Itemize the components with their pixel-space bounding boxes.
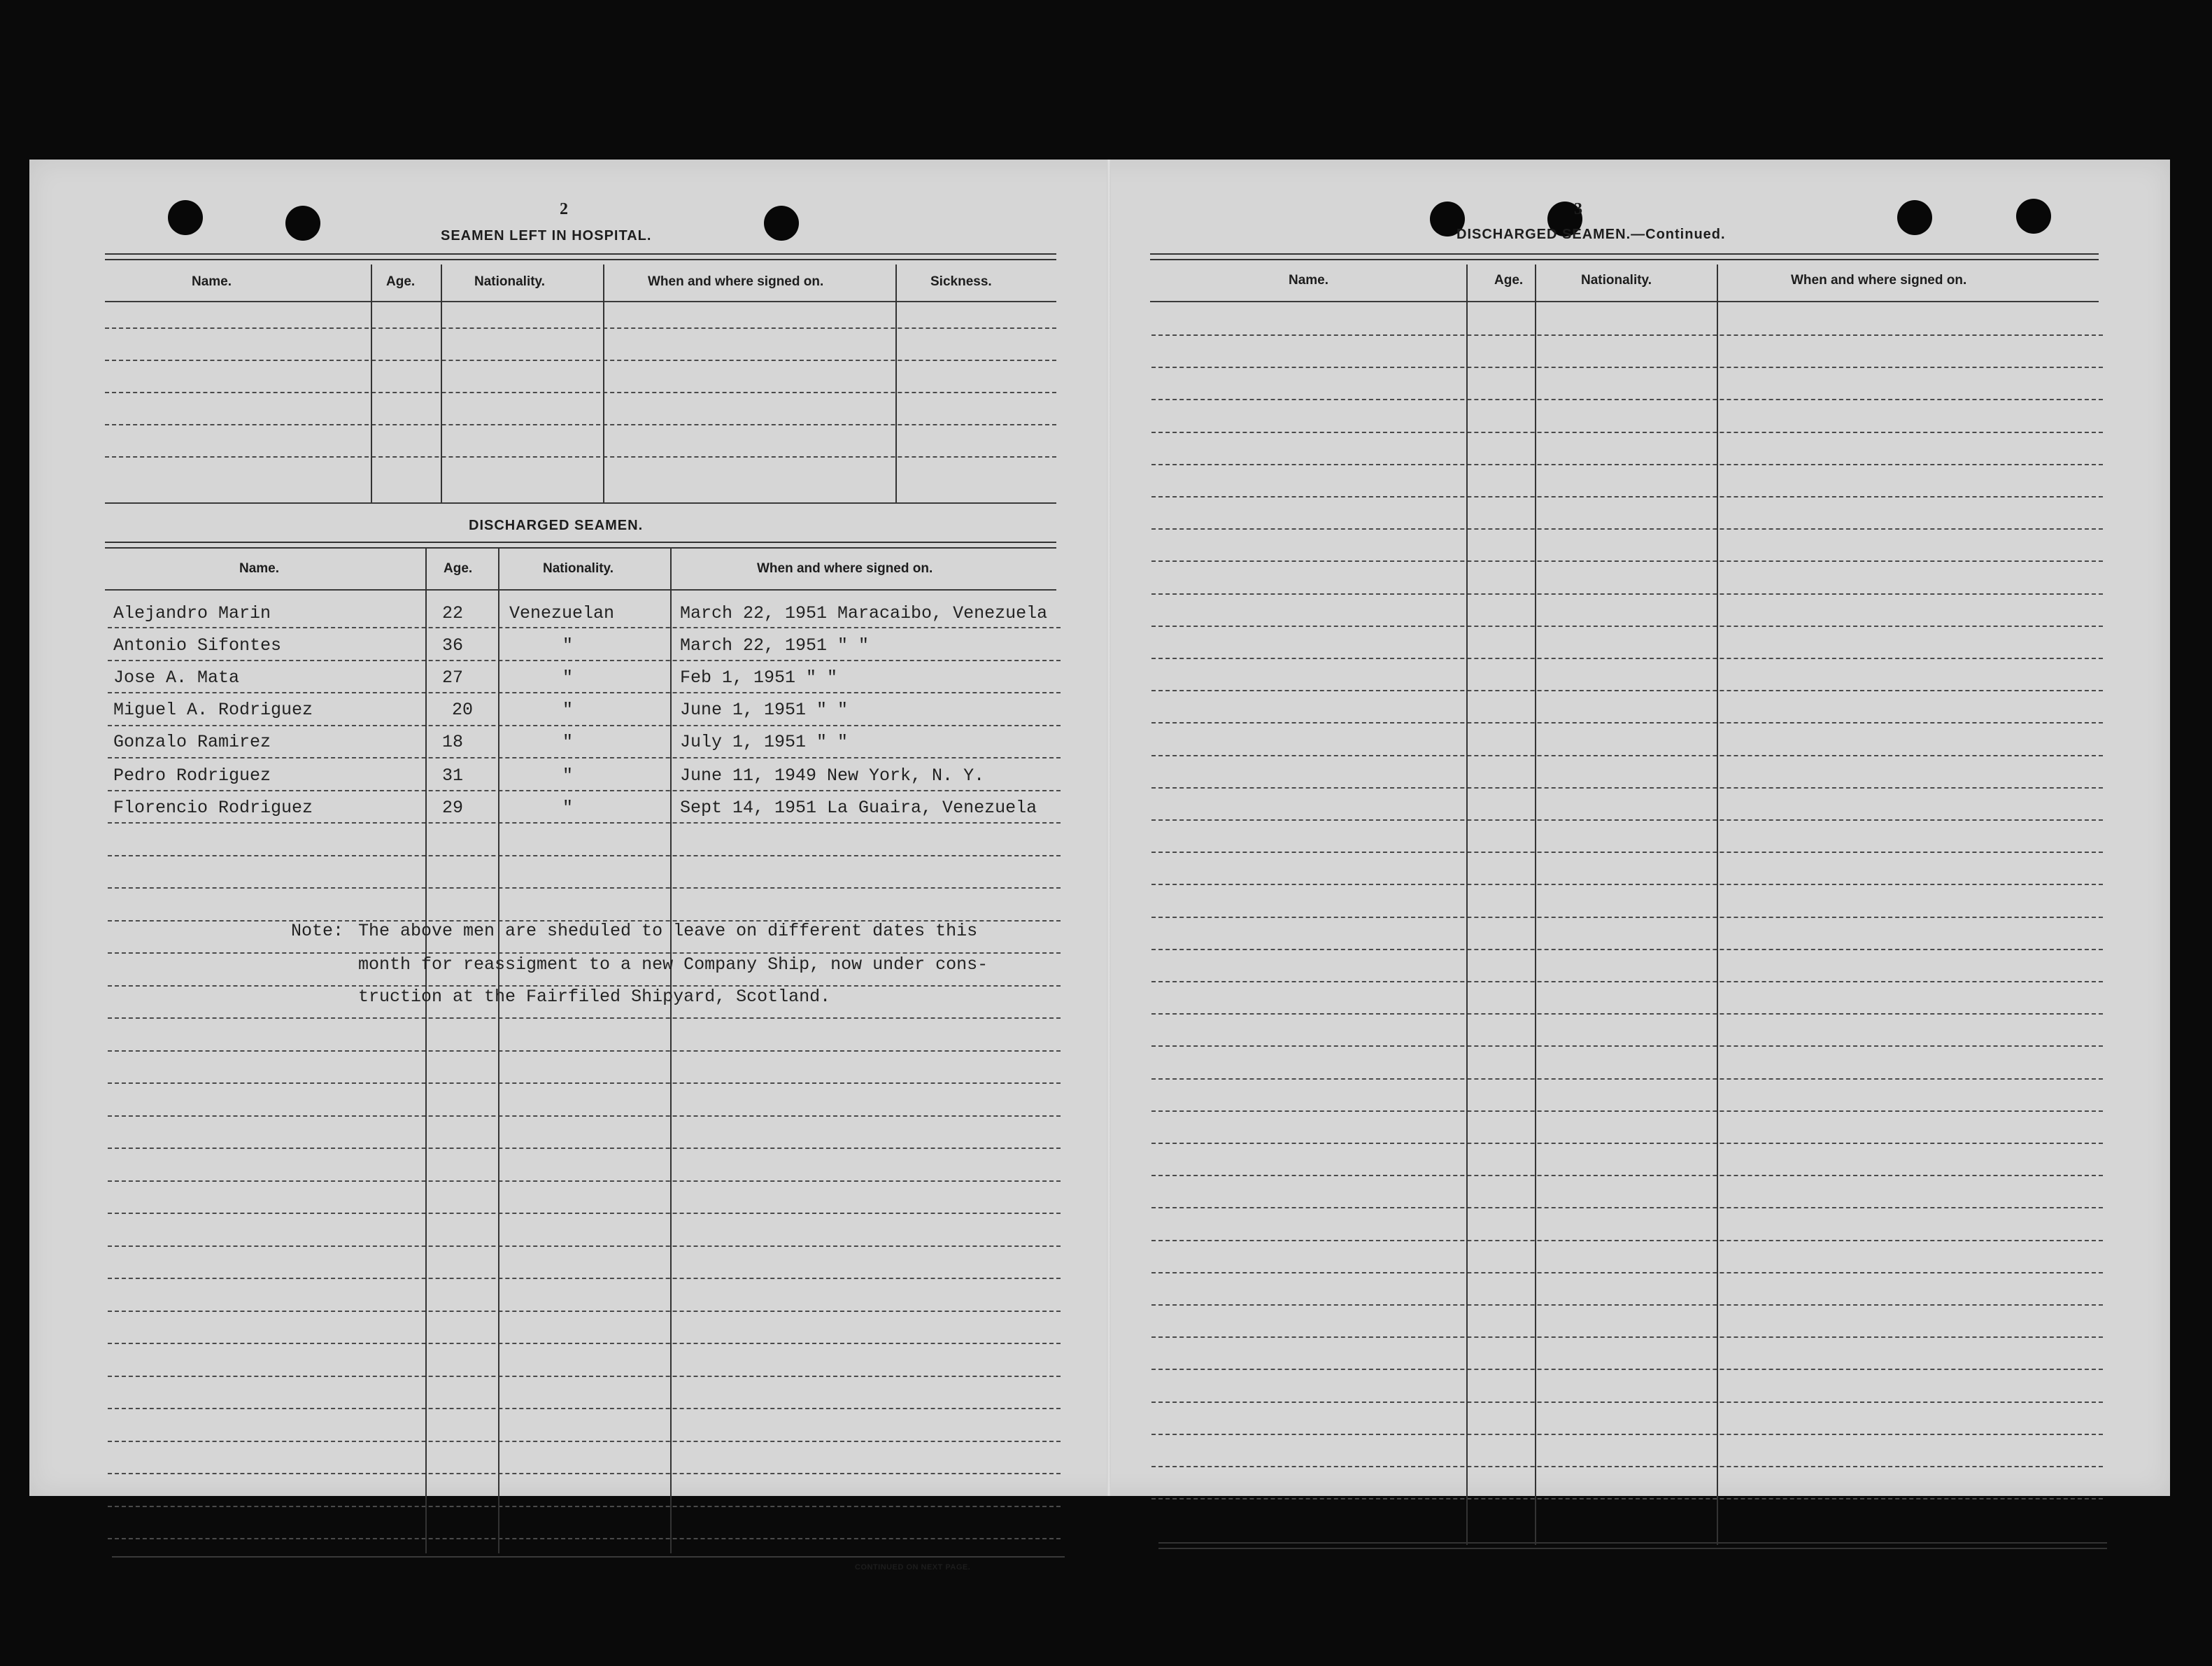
ruled-line <box>108 660 1061 661</box>
hospital-header-rule <box>105 301 1056 302</box>
seaman-nationality: Venezuelan <box>509 603 615 623</box>
discharged-col-divider <box>670 549 672 1553</box>
hospital-col-age: Age. <box>386 274 416 289</box>
ruled-line <box>1151 1434 2103 1435</box>
ruled-line <box>108 1343 1061 1344</box>
ruled-line <box>1151 1304 2103 1306</box>
seaman-name: Florencio Rodriguez <box>113 798 313 818</box>
hospital-row-line <box>105 360 1056 361</box>
hospital-col-divider <box>603 264 604 502</box>
ruled-line <box>108 855 1061 856</box>
punch-hole <box>2016 199 2051 234</box>
seaman-name: Miguel A. Rodriguez <box>113 700 313 720</box>
right-col-age: Age. <box>1494 273 1524 288</box>
ruled-line <box>1151 852 2103 853</box>
ruled-line <box>1151 1466 2103 1467</box>
seaman-age: 27 <box>442 668 464 688</box>
ruled-line <box>1151 1078 2103 1080</box>
ruled-line <box>108 887 1061 889</box>
ruled-line <box>1151 755 2103 756</box>
hospital-section-title: SEAMEN LEFT IN HOSPITAL. <box>441 228 652 243</box>
hospital-row-line <box>105 456 1056 458</box>
punch-hole <box>1897 200 1932 235</box>
ruled-line <box>1151 1045 2103 1047</box>
seaman-signed-on: June 11, 1949 New York, N. Y. <box>680 765 985 786</box>
hospital-row-line <box>105 424 1056 425</box>
ruled-line <box>1151 981 2103 982</box>
ruled-line <box>1151 787 2103 789</box>
seaman-age: 29 <box>442 798 464 818</box>
ruled-line <box>1151 949 2103 950</box>
hospital-bottom-rule <box>105 502 1056 504</box>
ruled-line <box>108 1213 1061 1214</box>
discharged-bottom-rule <box>112 1556 1065 1558</box>
ruled-line <box>1151 496 2103 497</box>
seaman-signed-on: March 22, 1951 " " <box>680 635 870 656</box>
punch-hole <box>764 206 799 241</box>
ruled-line <box>108 1376 1061 1377</box>
ruled-line <box>108 627 1061 628</box>
ruled-line <box>1151 560 2103 562</box>
seaman-signed-on: March 22, 1951 Maracaibo, Venezuela <box>680 603 1048 623</box>
right-col-nationality: Nationality. <box>1581 273 1652 288</box>
seaman-nationality: " <box>562 798 574 818</box>
seaman-age: 18 <box>442 732 464 752</box>
seaman-nationality: " <box>562 732 574 752</box>
ruled-line <box>108 1115 1061 1117</box>
note-line: truction at the Fairfiled Shipyard, Scotland. <box>358 987 831 1007</box>
ruled-line <box>108 757 1061 758</box>
ruled-line <box>108 1278 1061 1279</box>
discharged-col-nationality: Nationality. <box>543 561 614 576</box>
ruled-line <box>1151 1272 2103 1273</box>
ruled-line <box>1151 1336 2103 1338</box>
discharged-section-title: DISCHARGED SEAMEN. <box>469 518 644 533</box>
seaman-name: Antonio Sifontes <box>113 635 282 656</box>
seaman-age: 20 <box>452 700 474 720</box>
note-label: Note: <box>291 921 344 941</box>
hospital-row-line <box>105 327 1056 329</box>
ruled-line <box>108 1311 1061 1312</box>
ruled-line <box>108 1408 1061 1409</box>
seaman-nationality: " <box>562 668 574 688</box>
ruled-line <box>108 790 1061 791</box>
seaman-age: 22 <box>442 603 464 623</box>
ruled-line <box>1151 399 2103 400</box>
ruled-line <box>1151 432 2103 433</box>
ruled-line <box>1151 334 2103 336</box>
right-col-divider <box>1717 264 1718 1545</box>
discharged-col-divider <box>498 549 499 1553</box>
discharged-col-divider <box>425 549 427 1553</box>
hospital-col-signed: When and where signed on. <box>648 274 824 289</box>
discharged-header-rule <box>105 589 1056 591</box>
punch-hole <box>168 200 203 235</box>
ruled-line <box>108 1180 1061 1182</box>
seaman-signed-on: June 1, 1951 " " <box>680 700 849 720</box>
discharged-col-signed: When and where signed on. <box>757 561 933 576</box>
ruled-line <box>1151 1013 2103 1015</box>
ruled-line <box>108 1245 1061 1247</box>
right-header-rule <box>1150 301 2099 302</box>
hospital-col-sickness: Sickness. <box>930 274 992 289</box>
note-line: month for reassigment to a new Company Ship, now under cons- <box>358 954 988 975</box>
hospital-col-divider <box>371 264 372 502</box>
seaman-nationality: " <box>562 765 574 786</box>
seaman-name: Jose A. Mata <box>113 668 240 688</box>
ruled-line <box>1151 722 2103 723</box>
ruled-line <box>1151 917 2103 918</box>
ruled-line <box>1151 464 2103 465</box>
right-page-number: 3 <box>1574 200 1582 218</box>
left-page-number: 2 <box>560 200 568 218</box>
ruled-line <box>1151 593 2103 595</box>
punch-hole <box>285 206 320 241</box>
ruled-line <box>1151 1498 2103 1499</box>
ruled-line <box>1151 819 2103 821</box>
hospital-row-line <box>105 392 1056 393</box>
ruled-line <box>1151 1143 2103 1144</box>
ruled-line <box>108 1148 1061 1149</box>
ruled-line <box>108 1050 1061 1052</box>
seaman-signed-on: Feb 1, 1951 " " <box>680 668 838 688</box>
right-section-title: DISCHARGED SEAMEN.—Continued. <box>1456 227 1726 242</box>
ruled-line <box>108 1538 1061 1539</box>
ruled-line <box>1151 528 2103 530</box>
discharged-col-age: Age. <box>444 561 473 576</box>
seaman-name: Alejandro Marin <box>113 603 271 623</box>
seaman-signed-on: Sept 14, 1951 La Guaira, Venezuela <box>680 798 1037 818</box>
ruled-line <box>1151 1175 2103 1176</box>
ruled-line <box>1151 658 2103 659</box>
right-top-rule <box>1150 253 2099 260</box>
seaman-name: Pedro Rodriguez <box>113 765 271 786</box>
page-fold <box>1107 160 1111 1496</box>
ruled-line <box>1151 1207 2103 1208</box>
ruled-line <box>1151 367 2103 368</box>
seaman-nationality: " <box>562 700 574 720</box>
seaman-nationality: " <box>562 635 574 656</box>
ruled-line <box>1151 626 2103 627</box>
continued-footer: CONTINUED ON NEXT PAGE. <box>855 1563 971 1572</box>
right-col-signed: When and where signed on. <box>1791 273 1967 288</box>
seaman-age: 31 <box>442 765 464 786</box>
ruled-line <box>108 1506 1061 1507</box>
ruled-line <box>108 1441 1061 1442</box>
ruled-line <box>1151 690 2103 691</box>
seaman-name: Gonzalo Ramirez <box>113 732 271 752</box>
ruled-line <box>1151 1240 2103 1241</box>
ruled-line <box>108 1017 1061 1019</box>
ruled-line <box>1151 1369 2103 1370</box>
hospital-col-name: Name. <box>192 274 232 289</box>
right-col-divider <box>1535 264 1536 1545</box>
ruled-line <box>108 725 1061 726</box>
hospital-col-divider <box>441 264 442 502</box>
discharged-col-name: Name. <box>239 561 280 576</box>
ruled-line <box>108 1082 1061 1084</box>
ruled-line <box>1151 1110 2103 1112</box>
seaman-age: 36 <box>442 635 464 656</box>
hospital-col-divider <box>895 264 897 502</box>
ruled-line <box>108 952 1061 954</box>
right-col-divider <box>1466 264 1468 1545</box>
ruled-line <box>1151 884 2103 885</box>
hospital-col-nationality: Nationality. <box>474 274 545 289</box>
discharged-top-rule <box>105 542 1056 549</box>
ruled-line <box>108 822 1061 824</box>
right-col-name: Name. <box>1289 273 1329 288</box>
seaman-signed-on: July 1, 1951 " " <box>680 732 849 752</box>
right-bottom-rule <box>1158 1542 2107 1549</box>
ruled-line <box>108 1473 1061 1474</box>
ruled-line <box>108 692 1061 693</box>
document-sheet <box>29 160 2170 1572</box>
hospital-top-rule <box>105 253 1056 260</box>
note-line: The above men are sheduled to leave on different dates this <box>358 921 978 941</box>
ruled-line <box>1151 1402 2103 1403</box>
